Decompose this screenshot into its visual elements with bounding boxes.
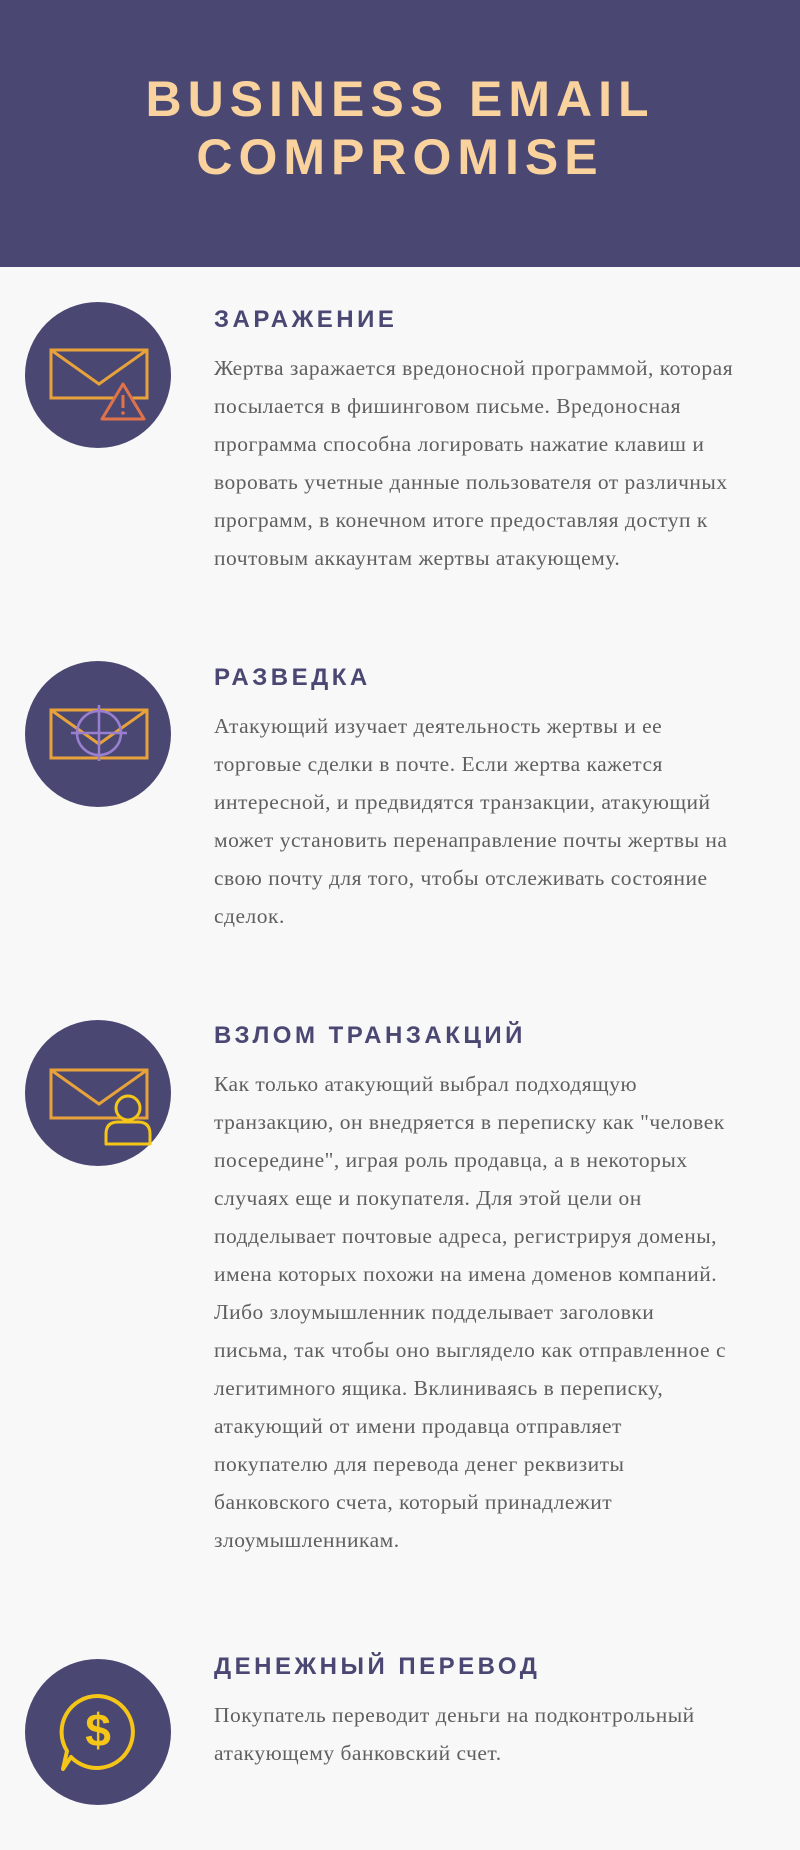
section-text: Жертва заражается вредоносной программой, которая посылается в фишинговом письме. Вредоносная программа способна логировать нажатие клавиш и воровать учетные данные пользователя от различных программ, в конечном итоге предоставляя доступ к почтовым аккаунтам жертвы атакующему. [214, 356, 734, 570]
envelope-user-icon [25, 1020, 171, 1166]
section-heading: РАЗВЕДКА [214, 664, 371, 691]
svg-text:$: $ [85, 1704, 111, 1756]
header-banner [0, 0, 800, 267]
section-text: Атакующий изучает деятельность жертвы и ее торговые сделки в почте. Если жертва кажется интересной, и предвидятся транзакции, атакующий может установить перенаправление почты жертвы на свою почту для того, чтобы отслеживать состояние сделок. [214, 714, 728, 928]
envelope-target-icon [25, 661, 171, 807]
section-text: Как только атакующий выбрал подходящую транзакцию, он внедряется в переписку как "человек посередине", играя роль продавца, а в некоторых случаях еще и покупателя. Для этой цели он подделывает почтовые адреса, регистрируя домены, имена которых похожи на имена доменов компаний. Либо злоумышленник подделывает заголовки письма, так чтобы оно выглядело как отправленное с легитимного ящика. Вклиниваясь в переписку, атакующий от имени продавца отправляет покупателю для перевода денег реквизиты банковского счета, который принадлежит злоумышленникам. [214, 1072, 726, 1552]
envelope-warning-icon [25, 302, 171, 448]
section-heading: ВЗЛОМ ТРАНЗАКЦИЙ [214, 1022, 526, 1049]
dollar-speech-bubble-icon [25, 1659, 171, 1805]
section-heading: ЗАРАЖЕНИЕ [214, 306, 398, 333]
section-text: Покупатель переводит деньги на подконтрольный атакующему банковский счет. [214, 1703, 695, 1765]
section-heading: ДЕНЕЖНЫЙ ПЕРЕВОД [214, 1653, 541, 1680]
page-title: BUSINESS EMAIL COMPROMISE [145, 71, 655, 185]
